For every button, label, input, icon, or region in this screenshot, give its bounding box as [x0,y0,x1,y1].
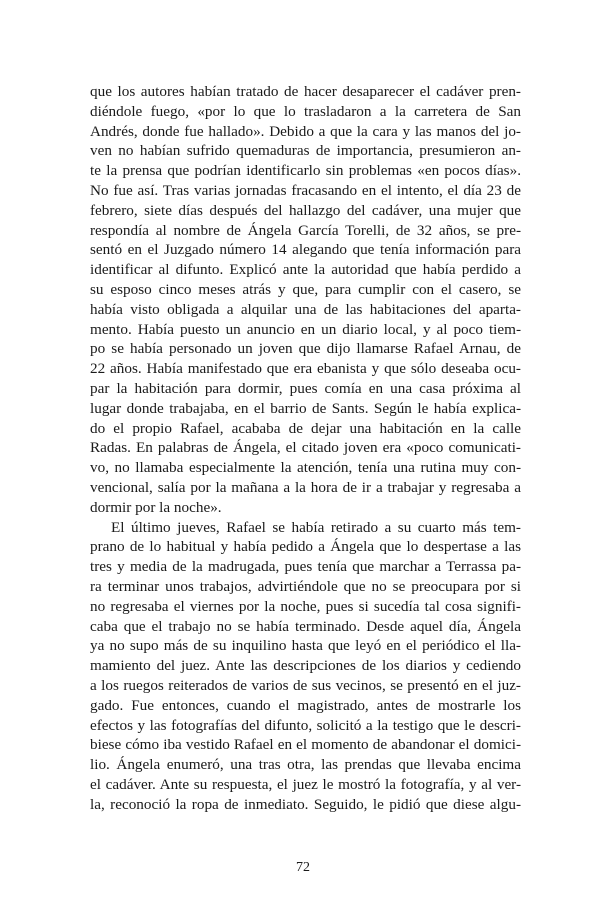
text-line: lugar donde trabajaba, en el barrio de Sants. Según le había explica- [90,399,521,417]
text-line: mento. Había puesto un anuncio en un diario local, y al poco tiem- [90,320,521,338]
text-line: lio. Ángela enumeró, una tras otra, las prendas que llevaba encima [90,756,521,774]
text-line: identificar al difunto. Explicó ante la autoridad que había perdido a [90,261,521,279]
text-line: febrero, siete días después del hallazgo del cadáver, una mujer que [90,201,521,219]
text-line: su esposo cinco meses atrás y que, para cumplir con el casero, se [90,280,521,298]
text-line: diéndole fuego, «por lo que lo trasladaron a la carretera de San [90,102,521,120]
text-block [90,82,521,902]
text-line: gado. Fue entonces, cuando el magistrado, antes de mostrarle los [90,696,521,714]
text-line: dormir por la noche». [90,498,222,516]
paragraph [90,82,521,518]
text-line: no regresaba el viernes por la noche, pues si sucedía tal cosa signifi- [90,597,521,615]
text-line: respondía al nombre de Ángela García Torelli, de 32 años, se pre- [90,221,521,239]
text-line: do el propio Rafael, acababa de dejar una habitación en la calle [90,419,521,437]
text-line: que los autores habían tratado de hacer desaparecer el cadáver pren- [90,83,521,100]
text-line: ya no supo más de su inquilino hasta que leyó en el periódico el lla- [90,637,521,655]
text-line: par la habitación para dormir, pues comía en una casa próxima al [90,379,521,397]
text-line: efectos y las fotografías del difunto, solicitó a la testigo que le descri- [90,716,521,734]
text-line: Andrés, donde fue hallado». Debido a que la cara y las manos del jo- [90,122,521,140]
text-line: No fue así. Tras varias jornadas fracasando en el intento, el día 23 de [90,181,521,199]
text-line: te la prensa que podrían identificarlo sin problemas «en pocos días». [90,162,521,180]
page-number: 72 [296,860,310,875]
text-line: el cadáver. Ante su respuesta, el juez le mostró la fotografía, y al ver- [90,775,521,793]
text-line: caba que el trabajo no se había terminado. Desde aquel día, Ángela [90,617,521,635]
text-line: mamiento del juez. Ante las descripciones de los diarios y cediendo [90,657,521,675]
text-line: 22 años. Había manifestado que era ebanista y que sólo deseaba ocu- [90,360,521,378]
text-line: ven no habían sufrido quemaduras de importancia, presumieron an- [90,142,521,160]
paragraph [90,518,521,815]
text-line: la, reconoció la ropa de inmediato. Seguido, le pidió que diese algu- [90,795,521,813]
text-line: Radas. En palabras de Ángela, el citado joven era «poco comunicati- [90,439,521,457]
text-line: a los ruegos reiterados de varios de sus vecinos, se presentó en el juz- [90,676,521,694]
text-line: ra terminar unos trabajos, advirtiéndole que no se preocupara por si [90,577,521,595]
text-line: po se había personado un joven que dijo llamarse Rafael Arnau, de [90,340,521,358]
text-line: vencional, salía por la mañana a la hora de ir a trabajar y regresaba a [90,478,521,496]
text-line: había visto obligada a alquilar una de las habitaciones del aparta- [90,300,521,318]
text-line: prano de lo habitual y había pedido a Ángela que lo despertase a las [90,538,521,556]
text-line: tres y media de la madrugada, pues tenía que marchar a Terrassa pa- [90,558,521,576]
text-line: sentó en el Juzgado número 14 alegando que tenía información para [90,241,521,259]
text-line: El último jueves, Rafael se había retirado a su cuarto más tem- [111,518,521,536]
text-line: biese cómo iba vestido Rafael en el momento de abandonar el domici- [90,736,521,754]
text-line: vo, no llamaba especialmente la atención, tenía una rutina muy con- [90,459,521,477]
